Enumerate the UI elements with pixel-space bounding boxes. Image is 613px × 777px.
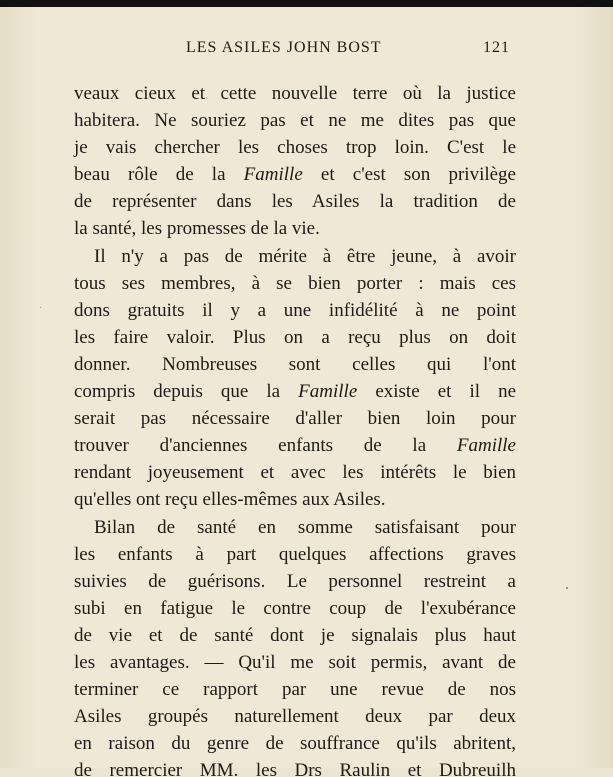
text-line: de représenter dans les Asiles la tradition de (74, 191, 516, 213)
text-line: trouver d'anciennes enfants de la Famille (74, 435, 516, 457)
text-line: de vie et de santé dont je signalais plus haut (74, 624, 516, 646)
text-line: suivies de guérisons. Le personnel restreint a (74, 570, 516, 592)
book-page (0, 7, 613, 777)
text-line: en raison du genre de souffrance qu'ils abritent, (74, 733, 516, 755)
page-header (0, 37, 613, 59)
text-line: rendant joyeusement et avec les intérêts le bien (74, 462, 516, 484)
text-line: habitera. Ne souriez pas et ne me dites pas que (74, 110, 516, 132)
text-line: de remercier MM. les Drs Raulin et Dubreuilh (74, 760, 516, 777)
text-line: la santé, les promesses de la vie. (74, 218, 320, 240)
text-line: les avantages. — Qu'il me soit permis, avant de (74, 651, 516, 673)
paper-speck (566, 587, 568, 589)
text-line: je vais chercher les choses trop loin. C'est le (74, 137, 516, 159)
text-line: Bilan de santé en somme satisfaisant pour (94, 516, 516, 538)
text-line: qu'elles ont reçu elles-mêmes aux Asiles. (74, 489, 386, 511)
text-line: donner. Nombreuses sont celles qui l'ont (74, 353, 516, 375)
text-line: Il n'y a pas de mérite à être jeune, à avoir (94, 245, 516, 267)
text-line: veaux cieux et cette nouvelle terre où la justice (74, 83, 516, 104)
italic-word: Famille (298, 381, 358, 403)
text-line: les enfants à part quelques affections graves (74, 543, 516, 565)
text-line: dons gratuits il y a une infidélité à ne point (74, 299, 516, 321)
text-line: terminer ce rapport par une revue de nos (74, 679, 516, 701)
scan-top-edge (0, 0, 613, 7)
running-title: LES ASILES JOHN BOST (186, 39, 382, 56)
text-line: les faire valoir. Plus on a reçu plus on doit (74, 326, 516, 348)
page-number: 121 (483, 39, 510, 56)
text-line: compris depuis que la Famille existe et il ne (74, 381, 516, 403)
italic-word: Famille (243, 164, 303, 186)
italic-word: Famille (456, 435, 516, 457)
text-line: tous ses membres, à se bien porter : mais ces (74, 272, 516, 294)
paper-speck (40, 307, 41, 308)
text-line: subi en fatigue le contre coup de l'exubérance (74, 597, 516, 619)
text-line: serait pas nécessaire d'aller bien loin pour (74, 408, 516, 430)
text-line: beau rôle de la Famille et c'est son privilège (74, 164, 516, 186)
text-line: Asiles groupés naturellement deux par deux (74, 706, 516, 728)
body-text (74, 80, 516, 777)
